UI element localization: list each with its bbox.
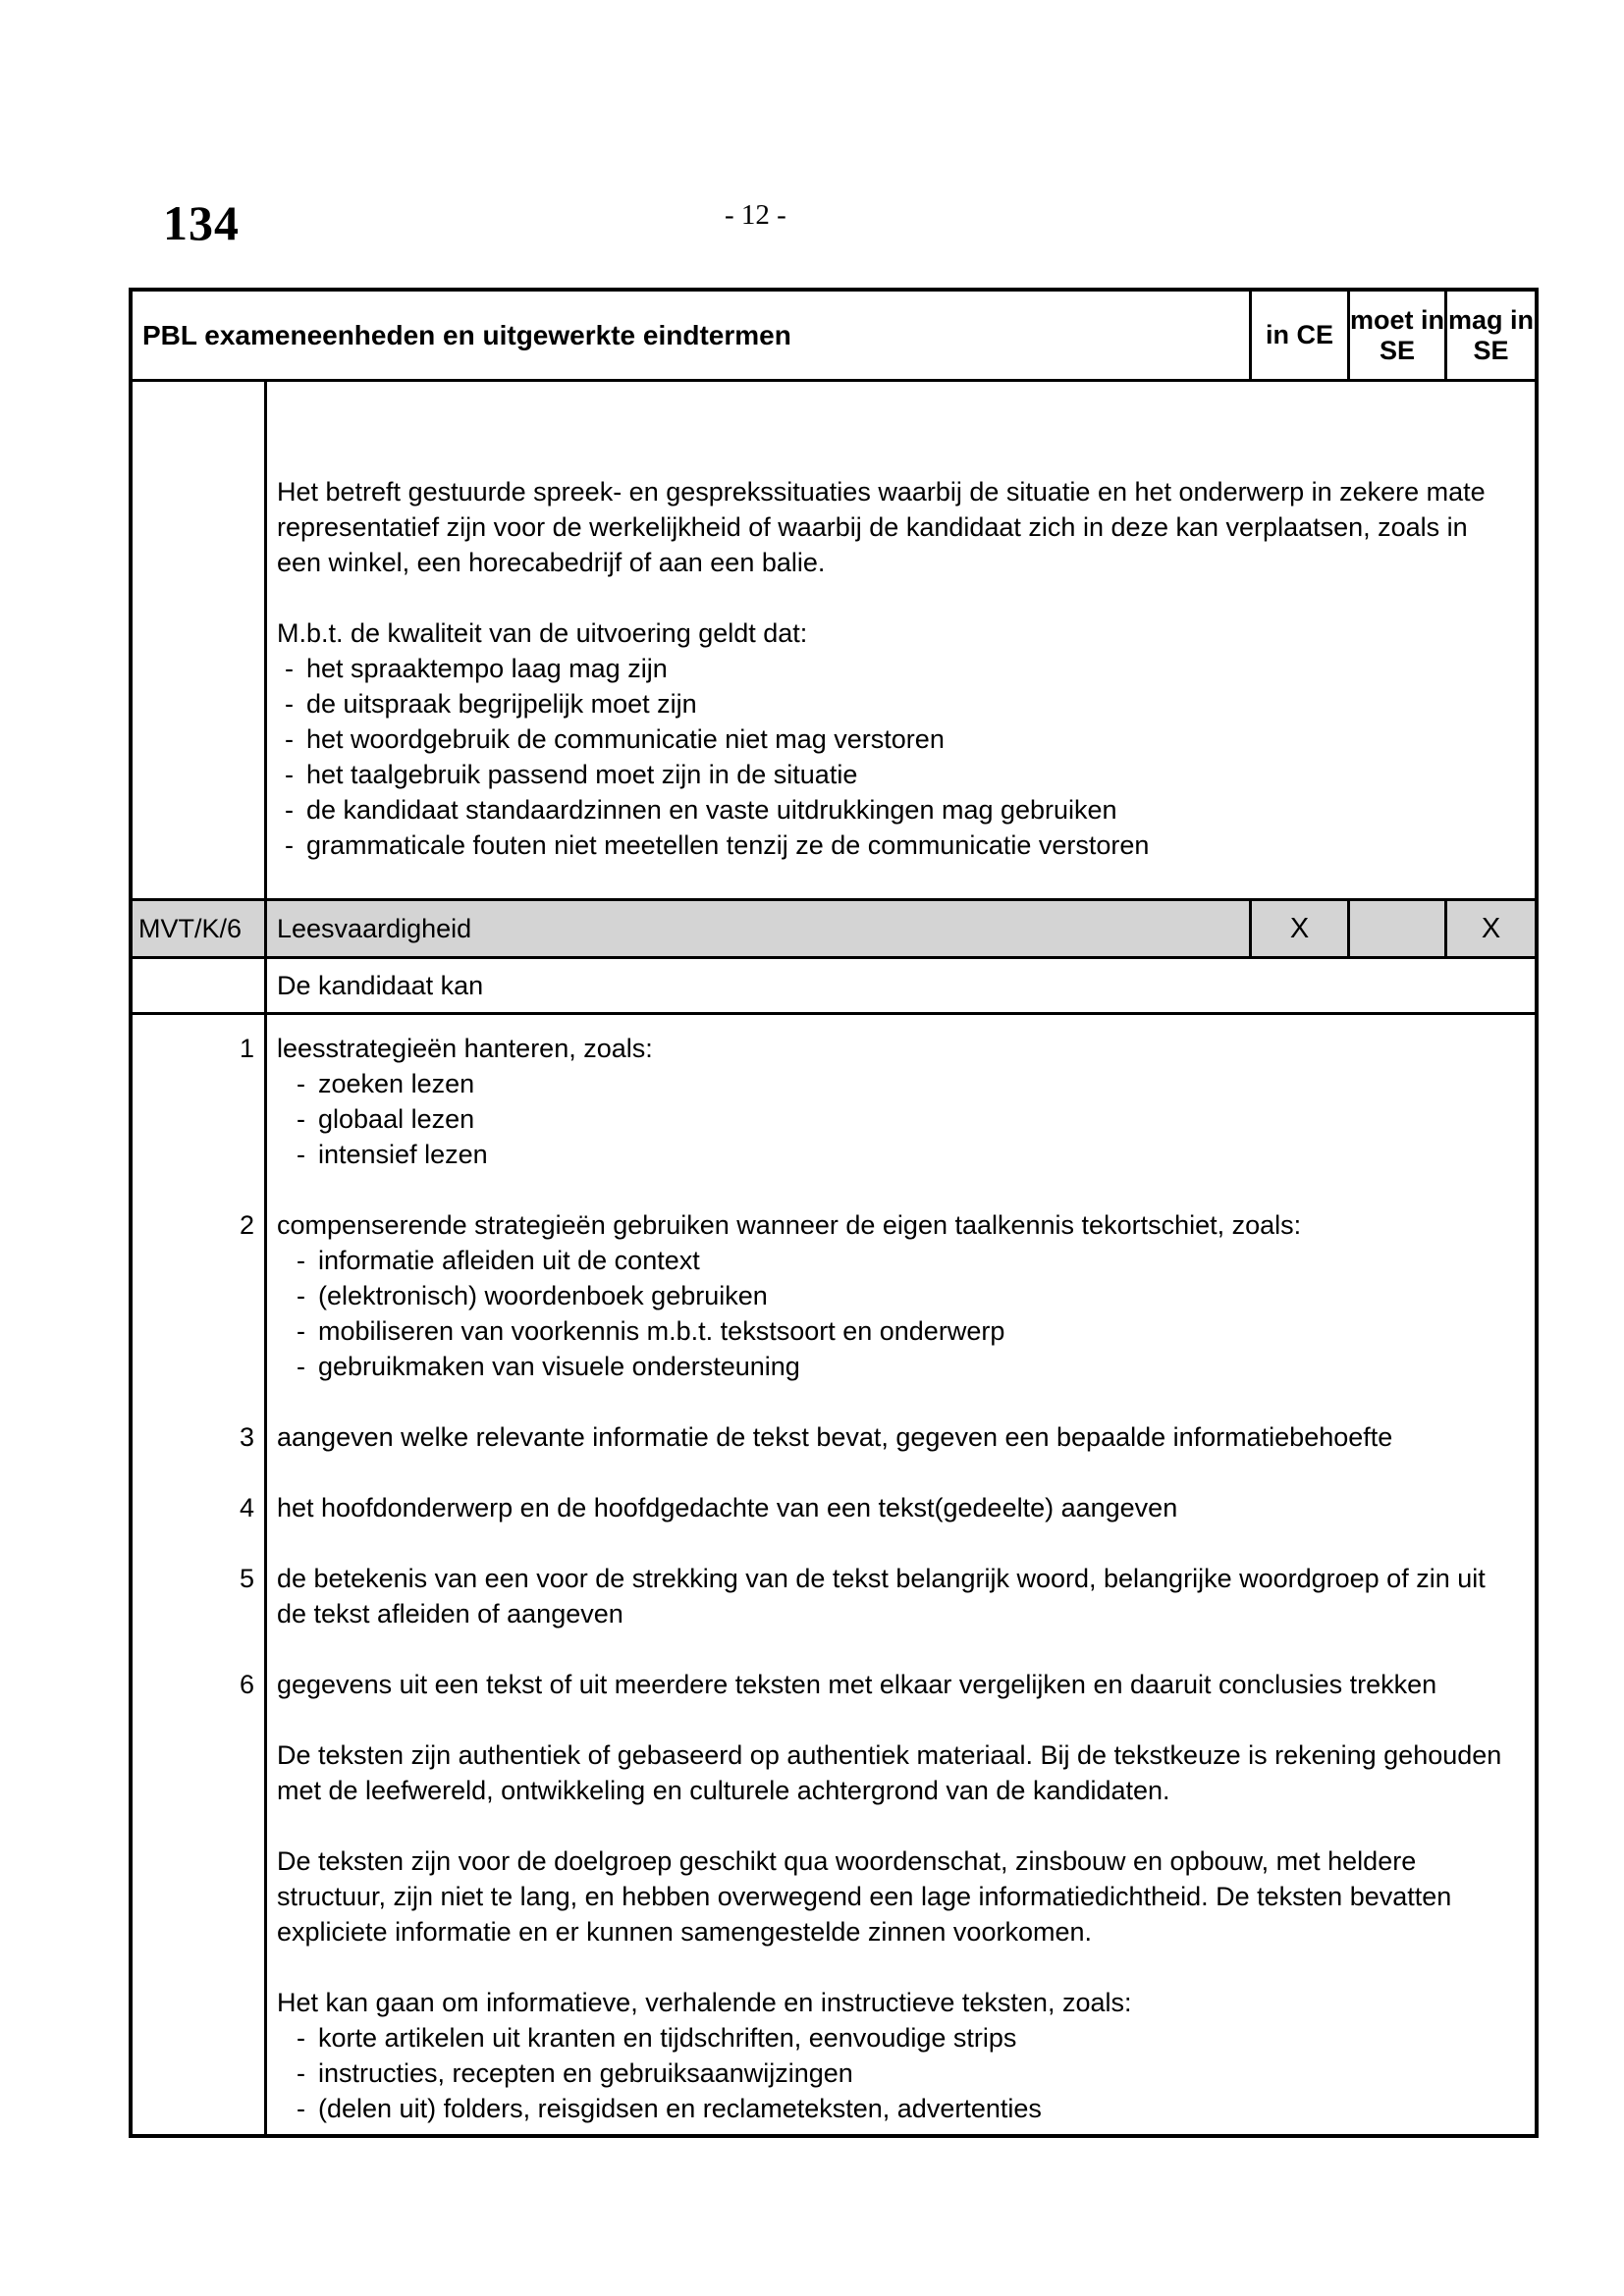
eindterm-text-cell [267, 1015, 1535, 1207]
eindtermen-table [129, 288, 1539, 2138]
eindterm-text: leesstrategieën hanteren, zoals: [277, 1034, 653, 1063]
list-item [277, 1349, 1513, 1384]
list-item [277, 651, 1513, 686]
empty-number-cell [133, 382, 267, 898]
corner-page-number: 134 [163, 195, 240, 250]
list-item-text: globaal lezen [318, 1104, 475, 1134]
list-item-text: (elektronisch) woordenboek gebruiken [318, 1281, 768, 1310]
column-header-moet-in-se: moet in SE [1347, 292, 1444, 379]
dash-bullet-icon [277, 651, 306, 686]
quality-intro: M.b.t. de kwaliteit van de uitvoering geldt dat: [277, 618, 808, 648]
dash-bullet-icon [277, 721, 306, 757]
list-item-text: gebruikmaken van visuele ondersteuning [318, 1352, 800, 1381]
candidate-text: De kandidaat kan [277, 971, 484, 1000]
closing-paragraph-row [133, 1737, 1535, 1843]
eindterm-text: aangeven welke relevante informatie de tekst bevat, gegeven een bepaalde informatiebehoefte [277, 1422, 1393, 1452]
dash-bullet-icon [277, 2020, 318, 2056]
section-intro-cell [267, 382, 1535, 898]
unit-code: MVT/K/6 [133, 901, 267, 956]
quality-bullet-list [277, 651, 1513, 863]
dash-bullet-icon [277, 792, 306, 828]
dash-bullet-icon [277, 1349, 318, 1384]
intro-paragraph: Het betreft gestuurde spreek- en gesprekssituaties waarbij de situatie en het onderwerp in zekere mate representatief zijn voor de werkelijkheid of waarbij de kandidaat zich in deze kan verplaatsen, zoals in een winkel, een horecabedrijf of aan een balie. [277, 477, 1486, 577]
list-item-text: intensief lezen [318, 1140, 488, 1169]
dash-bullet-icon [277, 2091, 318, 2126]
unit-mark-in-ce: X [1249, 901, 1347, 956]
closing-paragraph-row [133, 1843, 1535, 1985]
eindterm-text: het hoofdonderwerp en de hoofdgedachte van een tekst(gedeelte) aangeven [277, 1493, 1178, 1522]
candidate-row [133, 959, 1535, 1015]
list-item [277, 828, 1513, 863]
list-item [277, 792, 1513, 828]
dash-bullet-icon [277, 1066, 318, 1101]
eindterm-row-6 [133, 1667, 1535, 1737]
eindterm-bullet-list [277, 1243, 1513, 1384]
list-item [277, 1278, 1513, 1313]
dash-bullet-icon [277, 1278, 318, 1313]
unit-row-mvt-k-6 [133, 898, 1535, 959]
eindterm-number: 4 [133, 1490, 267, 1561]
list-item [277, 686, 1513, 721]
eindterm-number: 1 [133, 1015, 267, 1207]
unit-title: Leesvaardigheid [277, 914, 472, 943]
closing-paragraph: De teksten zijn authentiek of gebaseerd op authentiek materiaal. Bij de tekstkeuze is rekening gehouden met de leefwereld, ontwikkeling en culturele achtergrond van de kandidaten. [277, 1740, 1502, 1805]
empty-number-cell [133, 1843, 267, 1985]
eindterm-row-3 [133, 1419, 1535, 1490]
table-title: PBL exameneenheden en uitgewerkte eindtermen [142, 319, 791, 350]
dash-bullet-icon [277, 686, 306, 721]
text-types-cell [267, 1985, 1535, 2134]
text-types-row [133, 1985, 1535, 2134]
list-item [277, 1101, 1513, 1137]
eindterm-number: 2 [133, 1207, 267, 1419]
list-item [277, 2091, 1513, 2126]
empty-number-cell [133, 1985, 267, 2134]
closing-paragraph: De teksten zijn voor de doelgroep geschikt qua woordenschat, zinsbouw en opbouw, met heldere structuur, zijn niet te lang, en hebben overwegend een lage informatiedichtheid. De teksten bevatten expliciete informatie en er kunnen samengestelde zinnen voorkomen. [277, 1846, 1452, 1947]
list-item-text: zoeken lezen [318, 1069, 475, 1098]
section-intro-row [133, 382, 1535, 898]
list-item-text: instructies, recepten en gebruiksaanwijzingen [318, 2058, 853, 2088]
list-item-text: de uitspraak begrijpelijk moet zijn [306, 689, 697, 719]
text-types-intro: Het kan gaan om informatieve, verhalende en instructieve teksten, zoals: [277, 1988, 1132, 2017]
empty-number-cell [133, 1737, 267, 1843]
list-item-text: het woordgebruik de communicatie niet mag verstoren [306, 724, 945, 754]
unit-mark-mag-in-se: X [1444, 901, 1535, 956]
list-item [277, 1313, 1513, 1349]
eindterm-number: 6 [133, 1667, 267, 1737]
list-item [277, 1137, 1513, 1172]
list-item-text: (delen uit) folders, reisgidsen en reclameteksten, advertenties [318, 2094, 1042, 2123]
list-item [277, 1066, 1513, 1101]
text-types-bullet-list [277, 2020, 1513, 2126]
column-header-mag-in-se: mag in SE [1444, 292, 1535, 379]
list-item [277, 721, 1513, 757]
eindterm-number: 3 [133, 1419, 267, 1490]
table-header-row [133, 292, 1535, 382]
dash-bullet-icon [277, 1313, 318, 1349]
eindterm-text: de betekenis van een voor de strekking van de tekst belangrijk woord, belangrijke woordgroep of zin uit de tekst afleiden of aangeven [277, 1564, 1486, 1629]
list-item [277, 2020, 1513, 2056]
dash-bullet-icon [277, 1243, 318, 1278]
list-item-text: grammaticale fouten niet meetellen tenzij ze de communicatie verstoren [306, 830, 1150, 860]
list-item-text: het taalgebruik passend moet zijn in de situatie [306, 760, 858, 789]
eindterm-text-cell [267, 1207, 1535, 1419]
eindtermen-body [133, 1015, 1535, 2134]
list-item-text: mobiliseren van voorkennis m.b.t. tekstsoort en onderwerp [318, 1316, 1005, 1346]
list-item-text: het spraaktempo laag mag zijn [306, 654, 668, 683]
page-header-number: - 12 - [725, 199, 786, 231]
list-item-text: korte artikelen uit kranten en tijdschriften, eenvoudige strips [318, 2023, 1017, 2053]
dash-bullet-icon [277, 828, 306, 863]
eindterm-number: 5 [133, 1561, 267, 1667]
eindterm-row-1 [133, 1015, 1535, 1207]
eindterm-row-5 [133, 1561, 1535, 1667]
dash-bullet-icon [277, 2056, 318, 2091]
list-item [277, 1243, 1513, 1278]
list-item-text: de kandidaat standaardzinnen en vaste uitdrukkingen mag gebruiken [306, 795, 1117, 825]
dash-bullet-icon [277, 1137, 318, 1172]
eindterm-text: gegevens uit een tekst of uit meerdere teksten met elkaar vergelijken en daaruit conclusies trekken [277, 1670, 1437, 1699]
dash-bullet-icon [277, 757, 306, 792]
eindterm-row-2 [133, 1207, 1535, 1419]
list-item [277, 757, 1513, 792]
unit-mark-moet-in-se [1347, 901, 1444, 956]
list-item [277, 2056, 1513, 2091]
eindterm-bullet-list [277, 1066, 1513, 1172]
column-header-in-ce: in CE [1249, 292, 1347, 379]
eindterm-row-4 [133, 1490, 1535, 1561]
dash-bullet-icon [277, 1101, 318, 1137]
eindterm-text: compenserende strategieën gebruiken wanneer de eigen taalkennis tekortschiet, zoals: [277, 1210, 1302, 1240]
list-item-text: informatie afleiden uit de context [318, 1246, 700, 1275]
empty-number-cell [133, 959, 267, 1012]
